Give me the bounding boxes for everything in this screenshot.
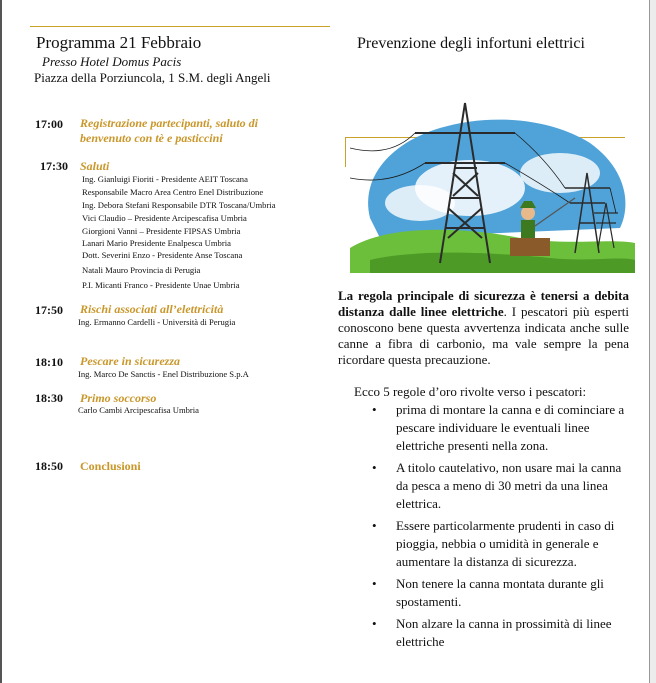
schedule-activity: Conclusioni [80, 459, 141, 473]
schedule-time: 18:50 [35, 459, 63, 473]
list-item: • A titolo cautelativo, non usare mai la canna da pesca a meno di 30 metri da una linea elettrica. [372, 459, 630, 513]
schedule-detail: Dott. Severini Enzo - Presidente Anse Toscana [82, 250, 243, 260]
page-left-border [0, 0, 2, 683]
schedule-detail: Ing. Gianluigi Fioriti - Presidente AEIT Toscana [82, 174, 248, 184]
list-item: • Non tenere la canna montata durante gli spostamenti. [372, 575, 630, 611]
list-item: • prima di montare la canna e di cominciare a pescare individuare le eventuali linee elettriche presenti nella zona. [372, 401, 630, 455]
power-lines-illustration [350, 88, 635, 273]
schedule-activity: Registrazione partecipanti, saluto di [80, 116, 259, 130]
schedule-detail: Vici Claudio – Presidente Arcipescafisa Umbria [82, 213, 247, 223]
schedule-time: 18:10 [35, 355, 63, 369]
right-illustration-vrule [345, 137, 346, 167]
schedule-time: 17:30 [40, 159, 68, 173]
schedule-time: 17:50 [35, 303, 63, 317]
cloud-icon [385, 185, 455, 221]
schedule-time: 18:30 [35, 391, 63, 405]
schedule-detail: Responsabile Macro Area Centro Enel Distribuzione [82, 187, 264, 197]
program-address: Piazza della Porziuncola, 1 S.M. degli Angeli [34, 70, 271, 85]
schedule-detail: Ing. Marco De Sanctis - Enel Distribuzione S.p.A [78, 369, 249, 379]
schedule-activity: Rischi associati all’elettricità [80, 302, 224, 316]
schedule-activity: Primo soccorso [80, 391, 157, 405]
rules-intro: Ecco 5 regole d’oro rivolte verso i pescatori: [354, 384, 587, 399]
program-venue: Presso Hotel Domus Pacis [42, 54, 182, 69]
program-title: Programma 21 Febbraio [36, 33, 202, 52]
list-item: • Non alzare la canna in prossimità di linee elettriche [372, 615, 630, 651]
schedule-detail: P.I. Micanti Franco - Presidente Unae Umbria [82, 280, 240, 290]
cloud-icon [520, 153, 600, 193]
page-right-border [649, 0, 656, 683]
schedule-detail: Natali Mauro Provincia di Perugia [82, 265, 201, 275]
list-item: • Essere particolarmente prudenti in caso di pioggia, nebbia o umidità in generale e aumentare la distanza di sicurezza. [372, 517, 630, 571]
schedule-activity: benvenuto con tè e pasticcini [80, 131, 223, 145]
schedule-detail: Carlo Cambi Arcipescafisa Umbria [78, 405, 199, 415]
left-header-rule [30, 26, 330, 27]
safety-paragraph-rest: . I pescatori più esperti conoscono bene questa avvertenza indicata anche sulle canne a fibra di carbonio, ma vale sempre la pena ricordare questa precauzione. [338, 304, 629, 367]
schedule-detail: Ing. Debora Stefani Responsabile DTR Toscana/Umbria [82, 200, 276, 210]
safety-rules-list [372, 401, 630, 655]
section-title: Prevenzione degli infortuni elettrici [357, 35, 585, 52]
schedule-time: 17:00 [35, 117, 63, 131]
schedule-activity: Saluti [80, 159, 110, 173]
schedule-detail: Lanari Mario Presidente Enalpesca Umbria [82, 238, 231, 248]
schedule-detail: Giorgioni Vanni – Presidente FIPSAS Umbria [82, 226, 241, 236]
schedule-detail: Ing. Ermanno Cardelli - Università di Perugia [78, 317, 236, 327]
safety-main-rule: La regola principale di sicurezza è tenersi a debita distanza dalle linee elettriche [338, 288, 629, 319]
safety-intro-paragraph [338, 288, 629, 368]
schedule-activity: Pescare in sicurezza [80, 354, 180, 368]
